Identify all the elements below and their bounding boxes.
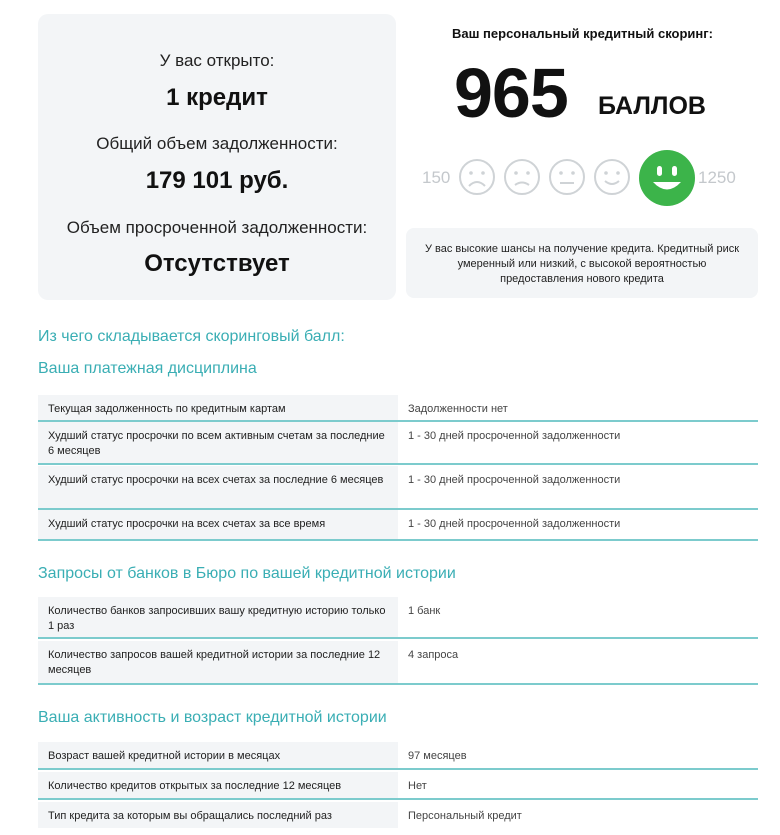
section-title-payment-discipline: Ваша платежная дисциплина	[38, 360, 257, 377]
open-credits-label: У вас открыто:	[159, 51, 275, 70]
row-key: Возраст вашей кредитной истории в месяцах	[38, 742, 398, 768]
table-row	[38, 772, 758, 800]
open-credits-value: 1 кредит	[166, 84, 268, 111]
smile-face-icon	[593, 158, 631, 196]
table-row	[38, 641, 758, 685]
overdue-debt-label: Объем просроченной задолженности:	[66, 218, 368, 237]
total-debt-label: Общий объем задолженности:	[96, 134, 338, 153]
happy-face-icon	[638, 149, 696, 207]
row-key: Количество запросов вашей кредитной истории за последние 12 месяцев	[38, 641, 398, 683]
table-row	[38, 802, 758, 828]
score-note	[406, 228, 758, 298]
row-value: Нет	[408, 780, 427, 792]
row-value: 1 банк	[408, 605, 441, 617]
table-row	[38, 422, 758, 465]
row-value: 1 - 30 дней просроченной задолженности	[408, 474, 621, 486]
row-key: Количество банков запросивших вашу кредитную историю только 1 раз	[38, 597, 398, 637]
section-title-activity-age: Ваша активность и возраст кредитной истории	[38, 709, 387, 726]
row-key: Тип кредита за которым вы обращались последний раз	[38, 802, 398, 828]
table-row	[38, 395, 758, 422]
row-value: Задолженности нет	[408, 403, 508, 415]
row-value: Персональный кредит	[408, 810, 522, 822]
breakdown-title: Из чего складывается скоринговый балл:	[38, 328, 345, 345]
score-value: 965	[454, 54, 568, 132]
score-note-text: У вас высокие шансы на получение кредита. Кредитный риск умеренный или низкий, с высокой вероятностью предоставления нового кредита	[424, 243, 740, 285]
table-row	[38, 466, 758, 510]
row-value: 1 - 30 дней просроченной задолженности	[408, 430, 621, 442]
scale-max: 1250	[698, 168, 736, 187]
scale-min: 150	[422, 168, 451, 187]
row-key: Худший статус просрочки на всех счетах за все время	[38, 510, 398, 539]
row-key: Худший статус просрочки по всем активным счетам за последние 6 месяцев	[38, 422, 398, 463]
row-value: 4 запроса	[408, 649, 459, 661]
sad-face-icon	[503, 158, 541, 196]
summary-card	[38, 14, 396, 300]
row-key: Худший статус просрочки на всех счетах за последние 6 месяцев	[38, 466, 398, 508]
section-title-bank-requests: Запросы от банков в Бюро по вашей кредитной истории	[38, 565, 456, 582]
total-debt-value: 179 101 руб.	[145, 167, 289, 194]
row-key: Количество кредитов открытых за последние 12 месяцев	[38, 772, 398, 798]
row-value: 97 месяцев	[408, 750, 467, 762]
table-row	[38, 597, 758, 639]
very-sad-face-icon	[458, 158, 496, 196]
score-title: Ваш персональный кредитный скоринг:	[451, 26, 714, 41]
row-value: 1 - 30 дней просроченной задолженности	[408, 518, 621, 530]
neutral-face-icon	[548, 158, 586, 196]
table-row	[38, 510, 758, 541]
row-key: Текущая задолженность по кредитным картам	[38, 395, 398, 420]
score-unit: БАЛЛОВ	[598, 92, 706, 120]
overdue-debt-value: Отсутствует	[144, 250, 290, 277]
table-row	[38, 742, 758, 770]
